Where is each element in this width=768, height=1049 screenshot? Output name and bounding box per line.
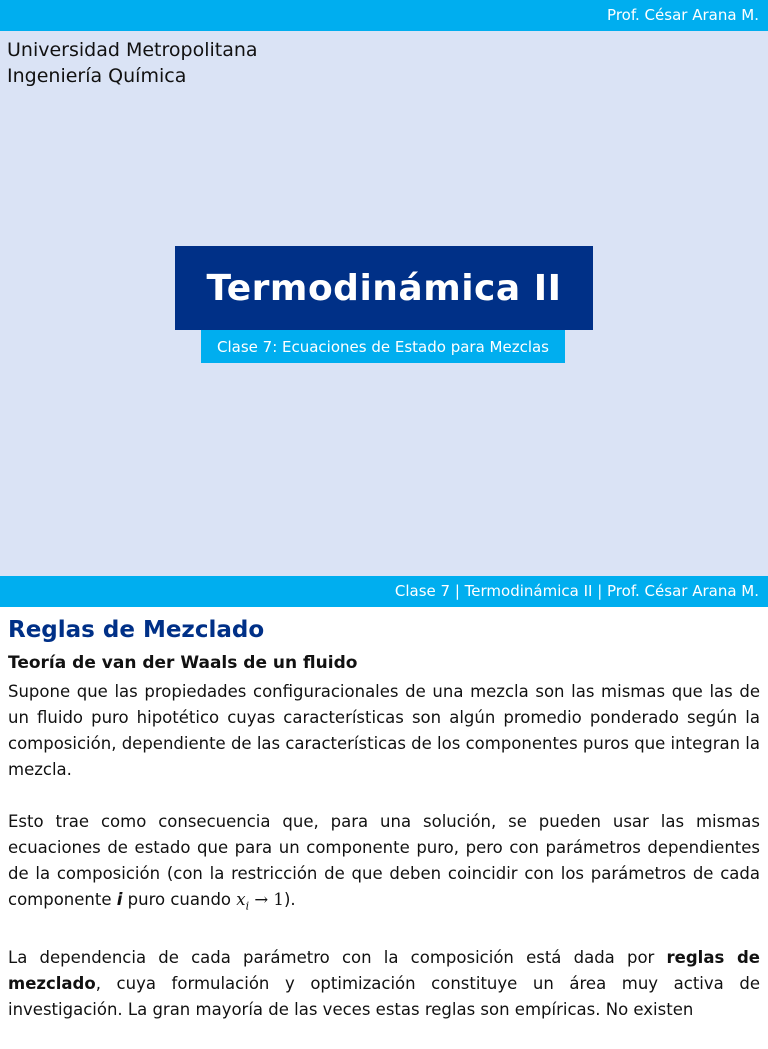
paragraph-2-text: Esto trae como consecuencia que, para una solución, se pueden usar las mismas ecuaciones de estado que para un componente puro, pero con parámetros dependientes de la composición (con la restricción de que deben coincidir con los parámetros de cada componente	[8, 812, 760, 909]
paragraph-3-end: , cuya formulación y optimización constituye un área muy activa de investigación. La gran mayoría de las veces estas reglas son empíricas. No existen	[8, 974, 760, 1020]
section-heading: Reglas de Mezclado	[8, 617, 265, 643]
paragraph-1: Supone que las propiedades configuracionales de una mezcla son las mismas que las de un fluido puro hipotético cuyas características son algún promedio ponderado según la composición, dependiente de las características de los componentes puros que integran la mezcla.	[8, 682, 760, 779]
course-title-box	[175, 246, 593, 330]
paragraph-3-text: La dependencia de cada parámetro con la composición está dada por	[8, 948, 667, 968]
math-arrow: → 1	[249, 890, 284, 909]
department-name: Ingeniería Química	[7, 65, 187, 87]
math-subscript: i	[245, 899, 250, 913]
header-bar	[0, 0, 768, 31]
institution-block	[7, 37, 258, 89]
content-slide	[0, 576, 768, 1024]
header-author: Prof. César Arana M.	[607, 6, 759, 24]
paragraph-2-end: ).	[283, 890, 296, 909]
math-expression	[236, 890, 250, 913]
paragraph-2	[8, 809, 760, 919]
slide-footer-bar	[0, 576, 768, 607]
paragraph-3	[8, 945, 760, 1023]
math-variable: x	[236, 890, 246, 909]
course-title: Termodinámica II	[206, 267, 562, 309]
section-subheading: Teoría de van der Waals de un fluido	[8, 653, 358, 673]
institution-name: Universidad Metropolitana	[7, 39, 258, 61]
slide-content	[8, 615, 760, 1049]
lesson-subtitle-box	[201, 330, 565, 363]
lesson-subtitle: Clase 7: Ecuaciones de Estado para Mezclas	[217, 337, 549, 356]
slide-footer-text: Clase 7 | Termodinámica II | Prof. César Arana M.	[394, 582, 759, 600]
component-index: i	[116, 890, 123, 909]
mixing-rules-term: reglas de mezclado	[8, 948, 760, 994]
paragraph-2-middle: puro cuando	[122, 890, 237, 909]
